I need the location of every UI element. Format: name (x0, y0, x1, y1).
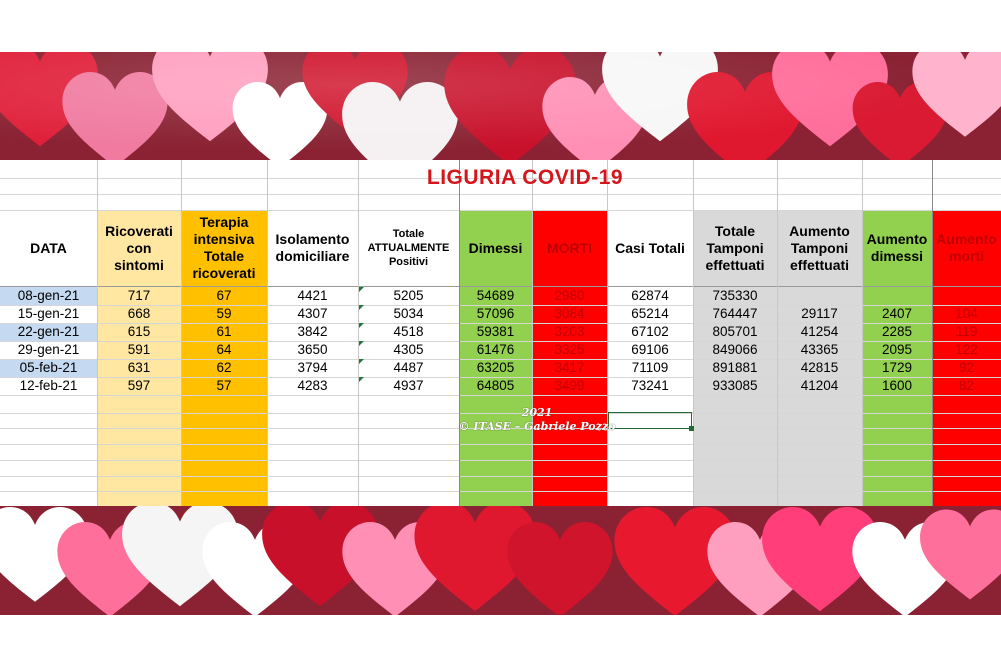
cell-aumento-morti[interactable]: 104 (955, 306, 978, 321)
cell-tamponi[interactable]: 735330 (712, 288, 758, 303)
cell-aumento-tamponi[interactable]: 42815 (800, 360, 839, 375)
cell-aumento-tamponi[interactable]: 41204 (800, 378, 839, 393)
cell-terapia[interactable]: 67 (216, 288, 232, 303)
cell-aumento-tamponi[interactable] (777, 287, 862, 305)
cell-terapia[interactable]: 59 (216, 306, 232, 321)
cell-dimessi[interactable]: 64805 (476, 378, 515, 393)
cell-terapia[interactable]: 62 (216, 360, 232, 375)
cell-aumento-morti[interactable]: 92 (958, 360, 975, 375)
cell-morti[interactable]: 3203 (554, 324, 585, 339)
page-title: LIGURIA COVID-19 (426, 166, 624, 189)
cell-tamponi[interactable]: 891881 (712, 360, 758, 375)
cell-tamponi[interactable]: 849066 (712, 342, 758, 357)
header-casi: Casi Totali (615, 239, 685, 256)
grid-line (0, 491, 1001, 492)
grid-line (0, 444, 1001, 445)
cell-isolamento[interactable]: 3842 (297, 324, 328, 339)
cell-isolamento[interactable]: 4283 (297, 378, 328, 393)
cell-aumento-dimessi[interactable]: 2285 (881, 324, 913, 339)
cell-casi[interactable]: 62874 (631, 288, 669, 303)
cell-data[interactable]: 05-feb-21 (19, 360, 78, 375)
watermark (452, 406, 622, 434)
fill-handle[interactable] (689, 426, 694, 431)
cell-ricoverati[interactable]: 597 (127, 378, 151, 393)
cell-aumento-morti[interactable]: 122 (955, 342, 978, 357)
cell-aumento-dimessi[interactable]: 2095 (881, 342, 913, 357)
spreadsheet-table (0, 160, 1001, 506)
cell-error-indicator (359, 323, 364, 328)
header-aumento-tamponi: Aumento Tamponi effettuati (789, 222, 850, 273)
cell-data[interactable]: 22-gen-21 (17, 324, 80, 339)
cell-morti[interactable]: 3417 (554, 360, 585, 375)
cell-positivi[interactable]: 5205 (393, 288, 424, 303)
header-tamponi: Totale Tamponi effettuati (705, 222, 765, 273)
cell-aumento-morti[interactable] (932, 287, 1001, 305)
cell-positivi[interactable]: 4518 (393, 324, 424, 339)
cell-aumento-dimessi[interactable]: 2407 (881, 306, 913, 321)
cell-ricoverati[interactable]: 615 (127, 324, 151, 339)
cell-isolamento[interactable]: 4421 (297, 288, 328, 303)
cell-aumento-dimessi[interactable] (862, 287, 932, 305)
cell-error-indicator (359, 341, 364, 346)
cell-data[interactable]: 12-feb-21 (19, 378, 78, 393)
cell-aumento-morti[interactable]: 119 (955, 324, 978, 339)
cell-ricoverati[interactable]: 717 (127, 288, 151, 303)
cell-aumento-tamponi[interactable]: 29117 (801, 306, 838, 321)
header-aumento-morti: Aumento morti (936, 231, 997, 264)
grid-line (0, 460, 1001, 461)
cell-morti[interactable]: 3084 (554, 306, 585, 321)
cell-casi[interactable]: 67102 (631, 324, 669, 339)
cell-morti[interactable]: 2980 (554, 288, 585, 303)
header-aumento-dimessi: Aumento dimessi (866, 231, 928, 264)
cell-aumento-dimessi[interactable]: 1729 (881, 360, 913, 375)
header-dimessi: Dimessi (468, 239, 523, 256)
cell-terapia[interactable]: 64 (216, 342, 232, 357)
cell-dimessi[interactable]: 54689 (476, 288, 515, 303)
grid-line (0, 395, 1001, 396)
cell-error-indicator (359, 305, 364, 310)
cell-dimessi[interactable]: 63205 (476, 360, 515, 375)
cell-casi[interactable]: 69106 (631, 342, 669, 357)
watermark-year: 2021 (521, 406, 553, 419)
header-ricoverati: Ricoverati con sintomi (105, 222, 173, 273)
cell-ricoverati[interactable]: 668 (127, 306, 151, 321)
cell-aumento-morti[interactable]: 82 (958, 378, 975, 393)
header-terapia: Terapia intensiva Totale ricoverati (192, 214, 256, 281)
cell-positivi[interactable]: 5034 (393, 306, 424, 321)
cell-aumento-dimessi[interactable]: 1600 (881, 378, 913, 393)
cell-positivi[interactable]: 4937 (393, 378, 424, 393)
grid-line (0, 476, 1001, 477)
cell-aumento-tamponi[interactable]: 41254 (800, 324, 839, 339)
cell-terapia[interactable]: 61 (216, 324, 232, 339)
cell-ricoverati[interactable]: 591 (127, 342, 151, 357)
cell-casi[interactable]: 73241 (631, 378, 669, 393)
watermark-credit: © ITASE – Gabriele Pozzo (458, 420, 616, 433)
cell-casi[interactable]: 71109 (631, 360, 669, 375)
cell-tamponi[interactable]: 805701 (712, 324, 758, 339)
cell-isolamento[interactable]: 4307 (297, 306, 328, 321)
cell-dimessi[interactable]: 59381 (476, 324, 515, 339)
grid-line (0, 194, 1001, 195)
cell-positivi[interactable]: 4305 (393, 342, 424, 357)
cell-data[interactable]: 08-gen-21 (17, 288, 80, 303)
cell-error-indicator (359, 377, 364, 382)
header-positivi: Totale ATTUALMENTE Positivi (367, 228, 450, 268)
cell-ricoverati[interactable]: 631 (127, 360, 151, 375)
header-isolamento: Isolamento domiciliare (275, 231, 350, 264)
header-data: DATA (30, 239, 67, 256)
cell-isolamento[interactable]: 3650 (297, 342, 328, 357)
cell-tamponi[interactable]: 764447 (712, 306, 758, 321)
cell-positivi[interactable]: 4487 (393, 360, 424, 375)
cell-error-indicator (359, 287, 364, 292)
cell-morti[interactable]: 3325 (554, 342, 585, 357)
cell-isolamento[interactable]: 3794 (297, 360, 328, 375)
cell-data[interactable]: 29-gen-21 (17, 342, 80, 357)
header-morti: MORTI (546, 239, 593, 256)
cell-dimessi[interactable]: 57096 (476, 306, 515, 321)
cell-morti[interactable]: 3499 (554, 378, 585, 393)
cell-dimessi[interactable]: 61476 (476, 342, 515, 357)
cell-error-indicator (359, 359, 364, 364)
cell-terapia[interactable]: 57 (216, 378, 232, 393)
cell-aumento-tamponi[interactable]: 43365 (800, 342, 839, 357)
cell-tamponi[interactable]: 933085 (712, 378, 758, 393)
cell-casi[interactable]: 65214 (631, 306, 669, 321)
cell-data[interactable]: 15-gen-21 (17, 306, 80, 321)
